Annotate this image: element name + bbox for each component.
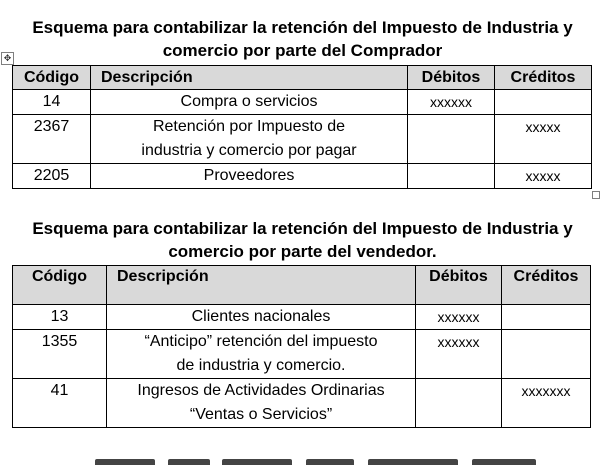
table-move-handle-icon[interactable]: ✥ (1, 52, 14, 65)
buyer-accounting-table (12, 65, 592, 189)
debito-value: xxxxxx (437, 334, 480, 350)
descripcion-cell (91, 115, 408, 164)
debito-cell (416, 305, 502, 330)
descripcion-line: “Anticipo” retención del impuesto (144, 333, 378, 350)
header-debitos: Débitos (416, 266, 502, 305)
buyer-header-row (13, 66, 592, 90)
header-descripcion: Descripción (91, 66, 408, 90)
descripcion-line: Retención por Impuesto de (152, 118, 346, 135)
seller-accounting-table (12, 265, 591, 428)
header-codigo: Código (13, 66, 91, 90)
seller-header-row (13, 266, 591, 305)
debito-cell (408, 164, 495, 189)
header-descripcion: Descripción (107, 266, 416, 305)
descripcion-line: Ingresos de Actividades Ordinarias (137, 382, 385, 399)
codigo-cell (13, 90, 91, 115)
codigo-cell (13, 305, 107, 330)
codigo-value: 13 (50, 308, 69, 325)
descripcion-cell (91, 164, 408, 189)
codigo-cell (13, 379, 107, 428)
credito-cell (495, 164, 592, 189)
descripcion-line: industria y comercio por pagar (141, 142, 357, 159)
credito-value: xxxxx (525, 168, 561, 184)
descripcion-line: Clientes nacionales (191, 308, 331, 325)
codigo-value: 2205 (33, 167, 70, 184)
descripcion-line: “Ventas o Servicios” (189, 406, 333, 423)
table-row (13, 90, 592, 115)
descripcion-line: Proveedores (203, 167, 295, 184)
buyer-title-line2: comercio por parte del Comprador (162, 41, 443, 60)
table-resize-handle-icon[interactable] (592, 191, 600, 199)
table-row (13, 305, 591, 330)
header-codigo: Código (13, 266, 107, 305)
codigo-cell (13, 330, 107, 379)
codigo-value: 2367 (33, 118, 70, 135)
cut-off-next-line (0, 455, 605, 465)
buyer-title-line1: Esquema para contabilizar la retención del Impuesto de Industria y (32, 18, 573, 37)
credito-value: xxxxx (525, 119, 561, 135)
descripcion-line: Compra o servicios (180, 93, 318, 110)
header-creditos: Créditos (502, 266, 591, 305)
seller-title-line1: Esquema para contabilizar la retención del Impuesto de Industria y (32, 219, 573, 238)
header-debitos: Débitos (408, 66, 495, 90)
debito-cell (416, 379, 502, 428)
codigo-cell (13, 115, 91, 164)
descripcion-cell (107, 379, 416, 428)
credito-cell (502, 330, 591, 379)
credito-cell (495, 115, 592, 164)
codigo-cell (13, 164, 91, 189)
table-row (13, 164, 592, 189)
descripcion-line: de industria y comercio. (176, 357, 346, 374)
debito-cell (408, 90, 495, 115)
debito-value: xxxxxx (437, 309, 480, 325)
codigo-value: 1355 (41, 333, 78, 350)
credito-value: xxxxxxx (521, 383, 571, 399)
table-row (13, 115, 592, 164)
codigo-value: 41 (50, 382, 69, 399)
descripcion-cell (107, 305, 416, 330)
debito-value: xxxxxx (430, 94, 472, 110)
debito-cell (416, 330, 502, 379)
table-row (13, 379, 591, 428)
table-row (13, 330, 591, 379)
descripcion-cell (107, 330, 416, 379)
descripcion-cell (91, 90, 408, 115)
seller-scheme-title (0, 217, 605, 263)
credito-cell (495, 90, 592, 115)
header-creditos: Créditos (495, 66, 592, 90)
buyer-scheme-title (0, 16, 605, 62)
debito-cell (408, 115, 495, 164)
credito-cell (502, 379, 591, 428)
codigo-value: 14 (42, 93, 61, 110)
seller-title-line2: comercio por parte del vendedor. (168, 242, 437, 261)
credito-cell (502, 305, 591, 330)
